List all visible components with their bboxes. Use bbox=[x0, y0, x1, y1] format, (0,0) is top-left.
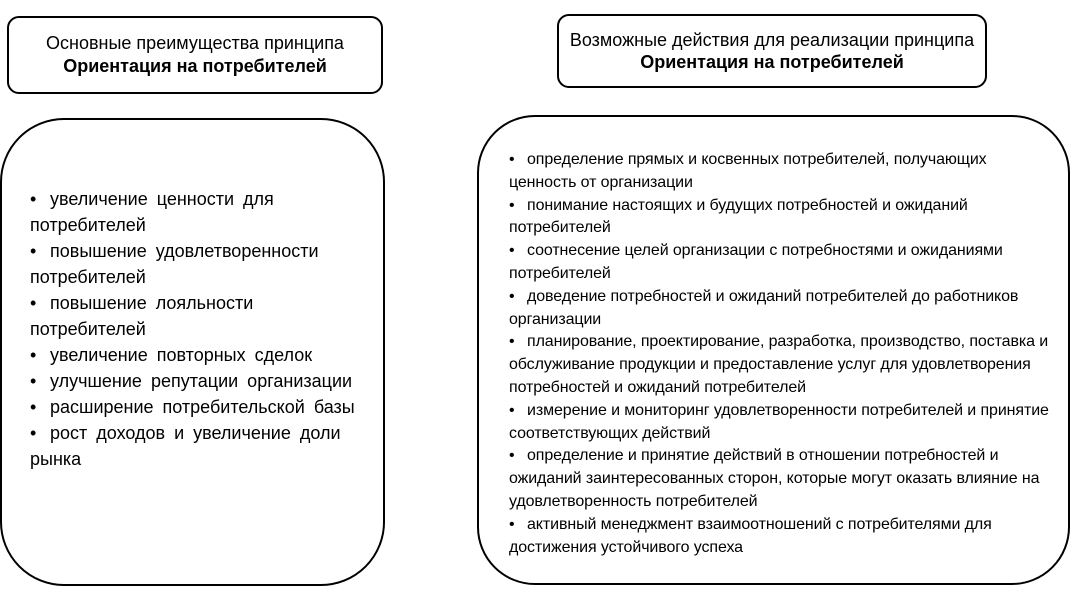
benefit-item-text: увеличение повторных сделок bbox=[50, 345, 313, 365]
action-item bbox=[509, 195, 1054, 241]
action-item-text: доведение потребностей и ожиданий потребителей до работников организации bbox=[509, 287, 1019, 328]
actions-box bbox=[477, 115, 1070, 585]
bullet-icon: • bbox=[509, 242, 515, 260]
action-item bbox=[509, 286, 1054, 332]
action-item bbox=[509, 149, 1054, 195]
action-item-text: планирование, проектирование, разработка, производство, поставка и обслуживание продукции и предоставление услуг для удовлетворения потребностей и ожиданий потребителей bbox=[509, 333, 1049, 396]
bullet-icon: • bbox=[509, 151, 515, 168]
bullet-icon: • bbox=[30, 345, 37, 365]
right-header-title: Возможные действия для реализации принципа bbox=[569, 30, 975, 50]
benefit-item-text: рост доходов и увеличение доли рынка bbox=[30, 423, 341, 469]
benefit-item-text: увеличение ценности для потребителей bbox=[30, 189, 274, 235]
benefit-item bbox=[30, 368, 369, 394]
actions-list bbox=[509, 149, 1054, 559]
benefits-list bbox=[30, 186, 369, 472]
left-header-title: Основные преимущества принципа bbox=[46, 33, 344, 53]
action-item-text: измерение и мониторинг удовлетворенности потребителей и принятие соответствующих действий bbox=[509, 401, 1049, 442]
bullet-icon: • bbox=[30, 371, 37, 391]
bullet-icon: • bbox=[30, 293, 37, 313]
benefit-item-text: повышение лояльности потребителей bbox=[30, 293, 254, 339]
action-item bbox=[509, 400, 1054, 446]
left-header-box bbox=[7, 16, 383, 94]
benefit-item bbox=[30, 238, 369, 290]
bullet-icon: • bbox=[509, 401, 515, 419]
action-item bbox=[509, 240, 1054, 286]
action-item bbox=[509, 445, 1054, 513]
benefit-item bbox=[30, 420, 369, 472]
benefit-item-text: расширение потребительской базы bbox=[50, 397, 355, 417]
bullet-icon: • bbox=[30, 397, 37, 417]
benefit-item bbox=[30, 186, 369, 238]
bullet-icon: • bbox=[509, 333, 515, 351]
action-item-text: понимание настоящих и будущих потребностей и ожиданий потребителей bbox=[509, 196, 968, 237]
action-item-text: соотнесение целей организации с потребностями и ожиданиями потребителей bbox=[509, 242, 1003, 282]
bullet-icon: • bbox=[30, 423, 37, 443]
benefit-item bbox=[30, 342, 369, 368]
action-item bbox=[509, 331, 1054, 399]
right-header-box bbox=[557, 14, 987, 88]
bullet-icon: • bbox=[509, 196, 515, 214]
action-item-text: активный менеджмент взаимоотношений с потребителями для достижения устойчивого успеха bbox=[509, 515, 992, 556]
benefit-item-text: повышение удовлетворенности потребителей bbox=[30, 241, 319, 287]
benefit-item bbox=[30, 290, 369, 342]
action-item bbox=[509, 514, 1054, 560]
action-item-text: определение прямых и косвенных потребителей, получающих ценность от организации bbox=[509, 151, 987, 191]
bullet-icon: • bbox=[509, 287, 515, 305]
right-header-subtitle: Ориентация на потребителей bbox=[640, 52, 904, 72]
benefit-item-text: улучшение репутации организации bbox=[50, 371, 353, 391]
bullet-icon: • bbox=[509, 447, 515, 465]
action-item-text: определение и принятие действий в отношении потребностей и ожиданий заинтересованных сторон, которые могут оказать влияние на удовлетворенность потребителей bbox=[509, 447, 1040, 510]
bullet-icon: • bbox=[30, 189, 37, 209]
bullet-icon: • bbox=[30, 241, 37, 261]
left-header-subtitle: Ориентация на потребителей bbox=[63, 56, 327, 76]
bullet-icon: • bbox=[509, 515, 515, 533]
benefits-box bbox=[0, 118, 385, 586]
benefit-item bbox=[30, 394, 369, 420]
